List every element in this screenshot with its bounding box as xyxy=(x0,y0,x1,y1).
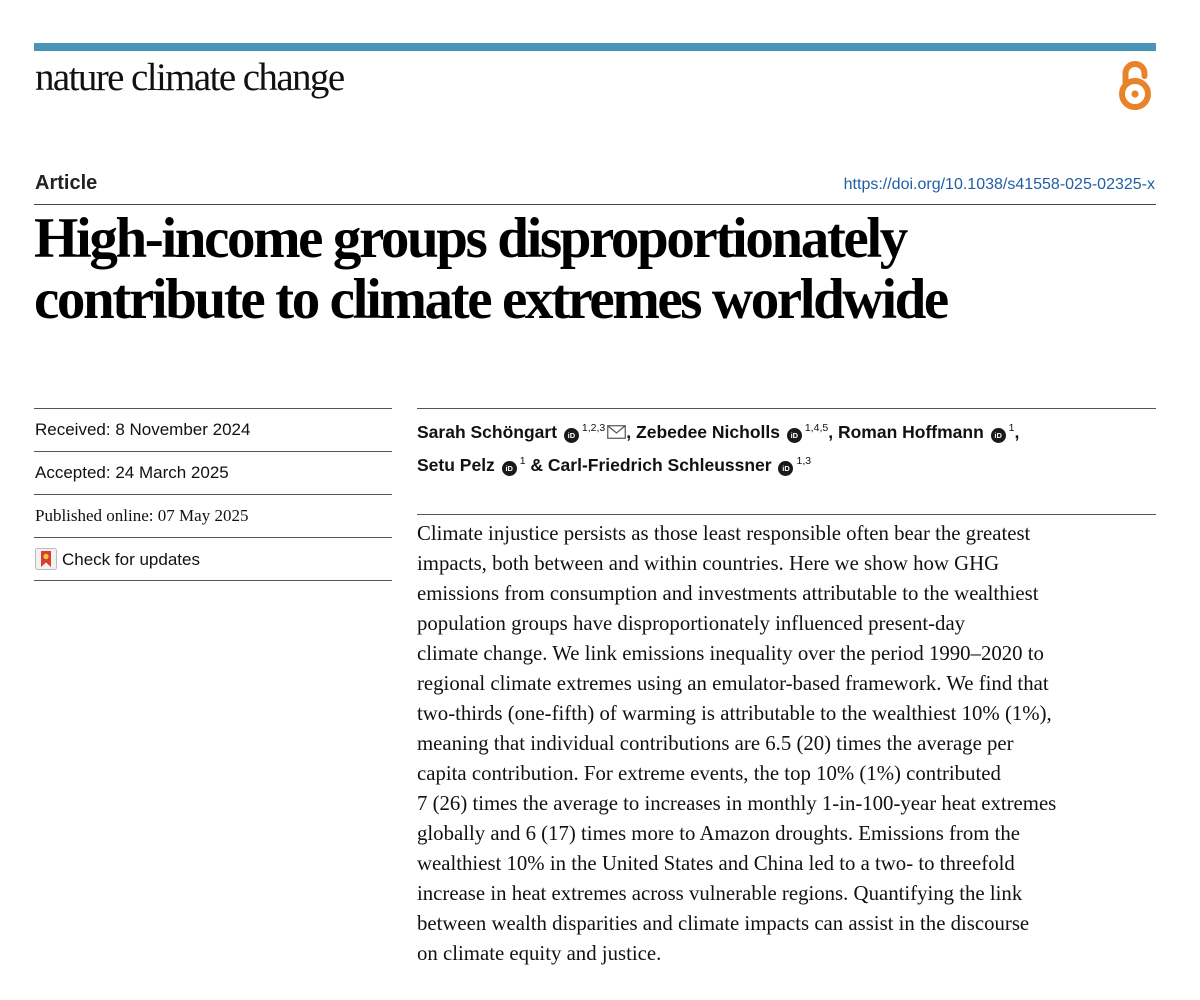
doi-link[interactable]: https://doi.org/10.1038/s41558-025-02325-x xyxy=(843,176,1155,193)
cu-dot xyxy=(43,554,48,559)
article-type: Article xyxy=(35,172,98,194)
abstract-line: between wealth disparities and climate impacts can assist in the discourse xyxy=(417,912,1030,935)
author-item xyxy=(838,422,1019,442)
author-affiliations: 1,4,5 xyxy=(804,422,829,434)
author-affiliations: 1 xyxy=(519,454,526,467)
abstract-line: increase in heat extremes across vulnerable regions. Quantifying the link xyxy=(417,882,1023,905)
author-affiliations: 1 xyxy=(1008,422,1015,434)
orcid-icon[interactable]: iD xyxy=(787,428,802,443)
check-for-updates-button[interactable] xyxy=(35,548,200,570)
mail-flap xyxy=(608,426,626,433)
abstract-line: climate change. We link emissions inequality over the period 1990–2020 to xyxy=(417,642,1044,665)
author-separator: , xyxy=(1014,421,1020,442)
author-item xyxy=(548,455,811,475)
published-date: Published online: 07 May 2025 xyxy=(35,506,249,525)
authors-divider xyxy=(417,408,1156,409)
author-item xyxy=(417,422,631,442)
orcid-icon[interactable]: iD xyxy=(502,461,517,476)
open-access-keyhole xyxy=(1131,90,1138,97)
abstract-line: emissions from consumption and investments attributable to the wealthiest xyxy=(417,582,1039,605)
author-name[interactable]: Zebedee Nicholls xyxy=(636,421,780,442)
author-affiliations: 1,2,3 xyxy=(581,422,606,434)
abstract-line: Climate injustice persists as those least responsible often bear the greatest xyxy=(417,522,1031,545)
author-list xyxy=(417,414,1152,480)
author-name[interactable]: Roman Hoffmann xyxy=(837,421,984,442)
author-item xyxy=(417,455,543,475)
article-title xyxy=(34,208,1164,330)
open-access-lock-icon[interactable] xyxy=(1116,59,1154,111)
check-for-updates-icon xyxy=(35,548,57,570)
abstract-line: impacts, both between and within countries. Here we show how GHG xyxy=(417,552,1000,575)
abstract xyxy=(417,519,1159,969)
orcid-icon[interactable]: iD xyxy=(564,428,579,443)
abstract-line: wealthiest 10% in the United States and China led to a two- to threefold xyxy=(417,852,1015,875)
abstract-line: capita contribution. For extreme events, the top 10% (1%) contributed xyxy=(417,762,1001,785)
abstract-line: on climate equity and justice. xyxy=(417,942,662,965)
author-separator: , xyxy=(828,421,834,442)
author-name[interactable]: Sarah Schöngart xyxy=(417,421,558,442)
author-separator: & xyxy=(525,454,544,475)
title-line-1: High-income groups disproportionately xyxy=(34,207,906,270)
author-item xyxy=(636,422,833,442)
accepted-date: Accepted: 24 March 2025 xyxy=(35,463,229,482)
abstract-line: two-thirds (one-fifth) of warming is attributable to the wealthiest 10% (1%), xyxy=(417,702,1052,725)
journal-name[interactable]: nature climate change xyxy=(35,56,344,99)
meta-updates-row xyxy=(34,538,392,581)
abstract-line: globally and 6 (17) times more to Amazon droughts. Emissions from the xyxy=(417,822,1021,845)
abstract-divider xyxy=(417,514,1156,515)
mail-icon[interactable] xyxy=(607,425,626,439)
abstract-line: meaning that individual contributions are 6.5 (20) times the average per xyxy=(417,732,1014,755)
journal-accent-bar xyxy=(34,43,1156,51)
header-divider xyxy=(34,204,1156,205)
author-name[interactable]: Setu Pelz xyxy=(417,454,495,475)
abstract-line: regional climate extremes using an emulator-based framework. We find that xyxy=(417,672,1049,695)
author-separator: , xyxy=(626,421,632,442)
author-name[interactable]: Carl-Friedrich Schleussner xyxy=(547,454,772,475)
author-affiliations: 1,3 xyxy=(796,454,812,467)
check-updates-label: Check for updates xyxy=(62,550,200,569)
orcid-icon[interactable]: iD xyxy=(991,428,1006,443)
abstract-line: population groups have disproportionately influenced present-day xyxy=(417,612,966,635)
meta-received-row xyxy=(34,409,392,452)
abstract-line: 7 (26) times the average to increases in monthly 1-in-100-year heat extremes xyxy=(417,792,1057,815)
meta-published-row xyxy=(34,495,392,538)
orcid-icon[interactable]: iD xyxy=(778,461,793,476)
received-date: Received: 8 November 2024 xyxy=(35,420,251,439)
article-history xyxy=(34,409,392,581)
meta-accepted-row xyxy=(34,452,392,495)
title-line-2: contribute to climate extremes worldwide xyxy=(34,268,947,331)
